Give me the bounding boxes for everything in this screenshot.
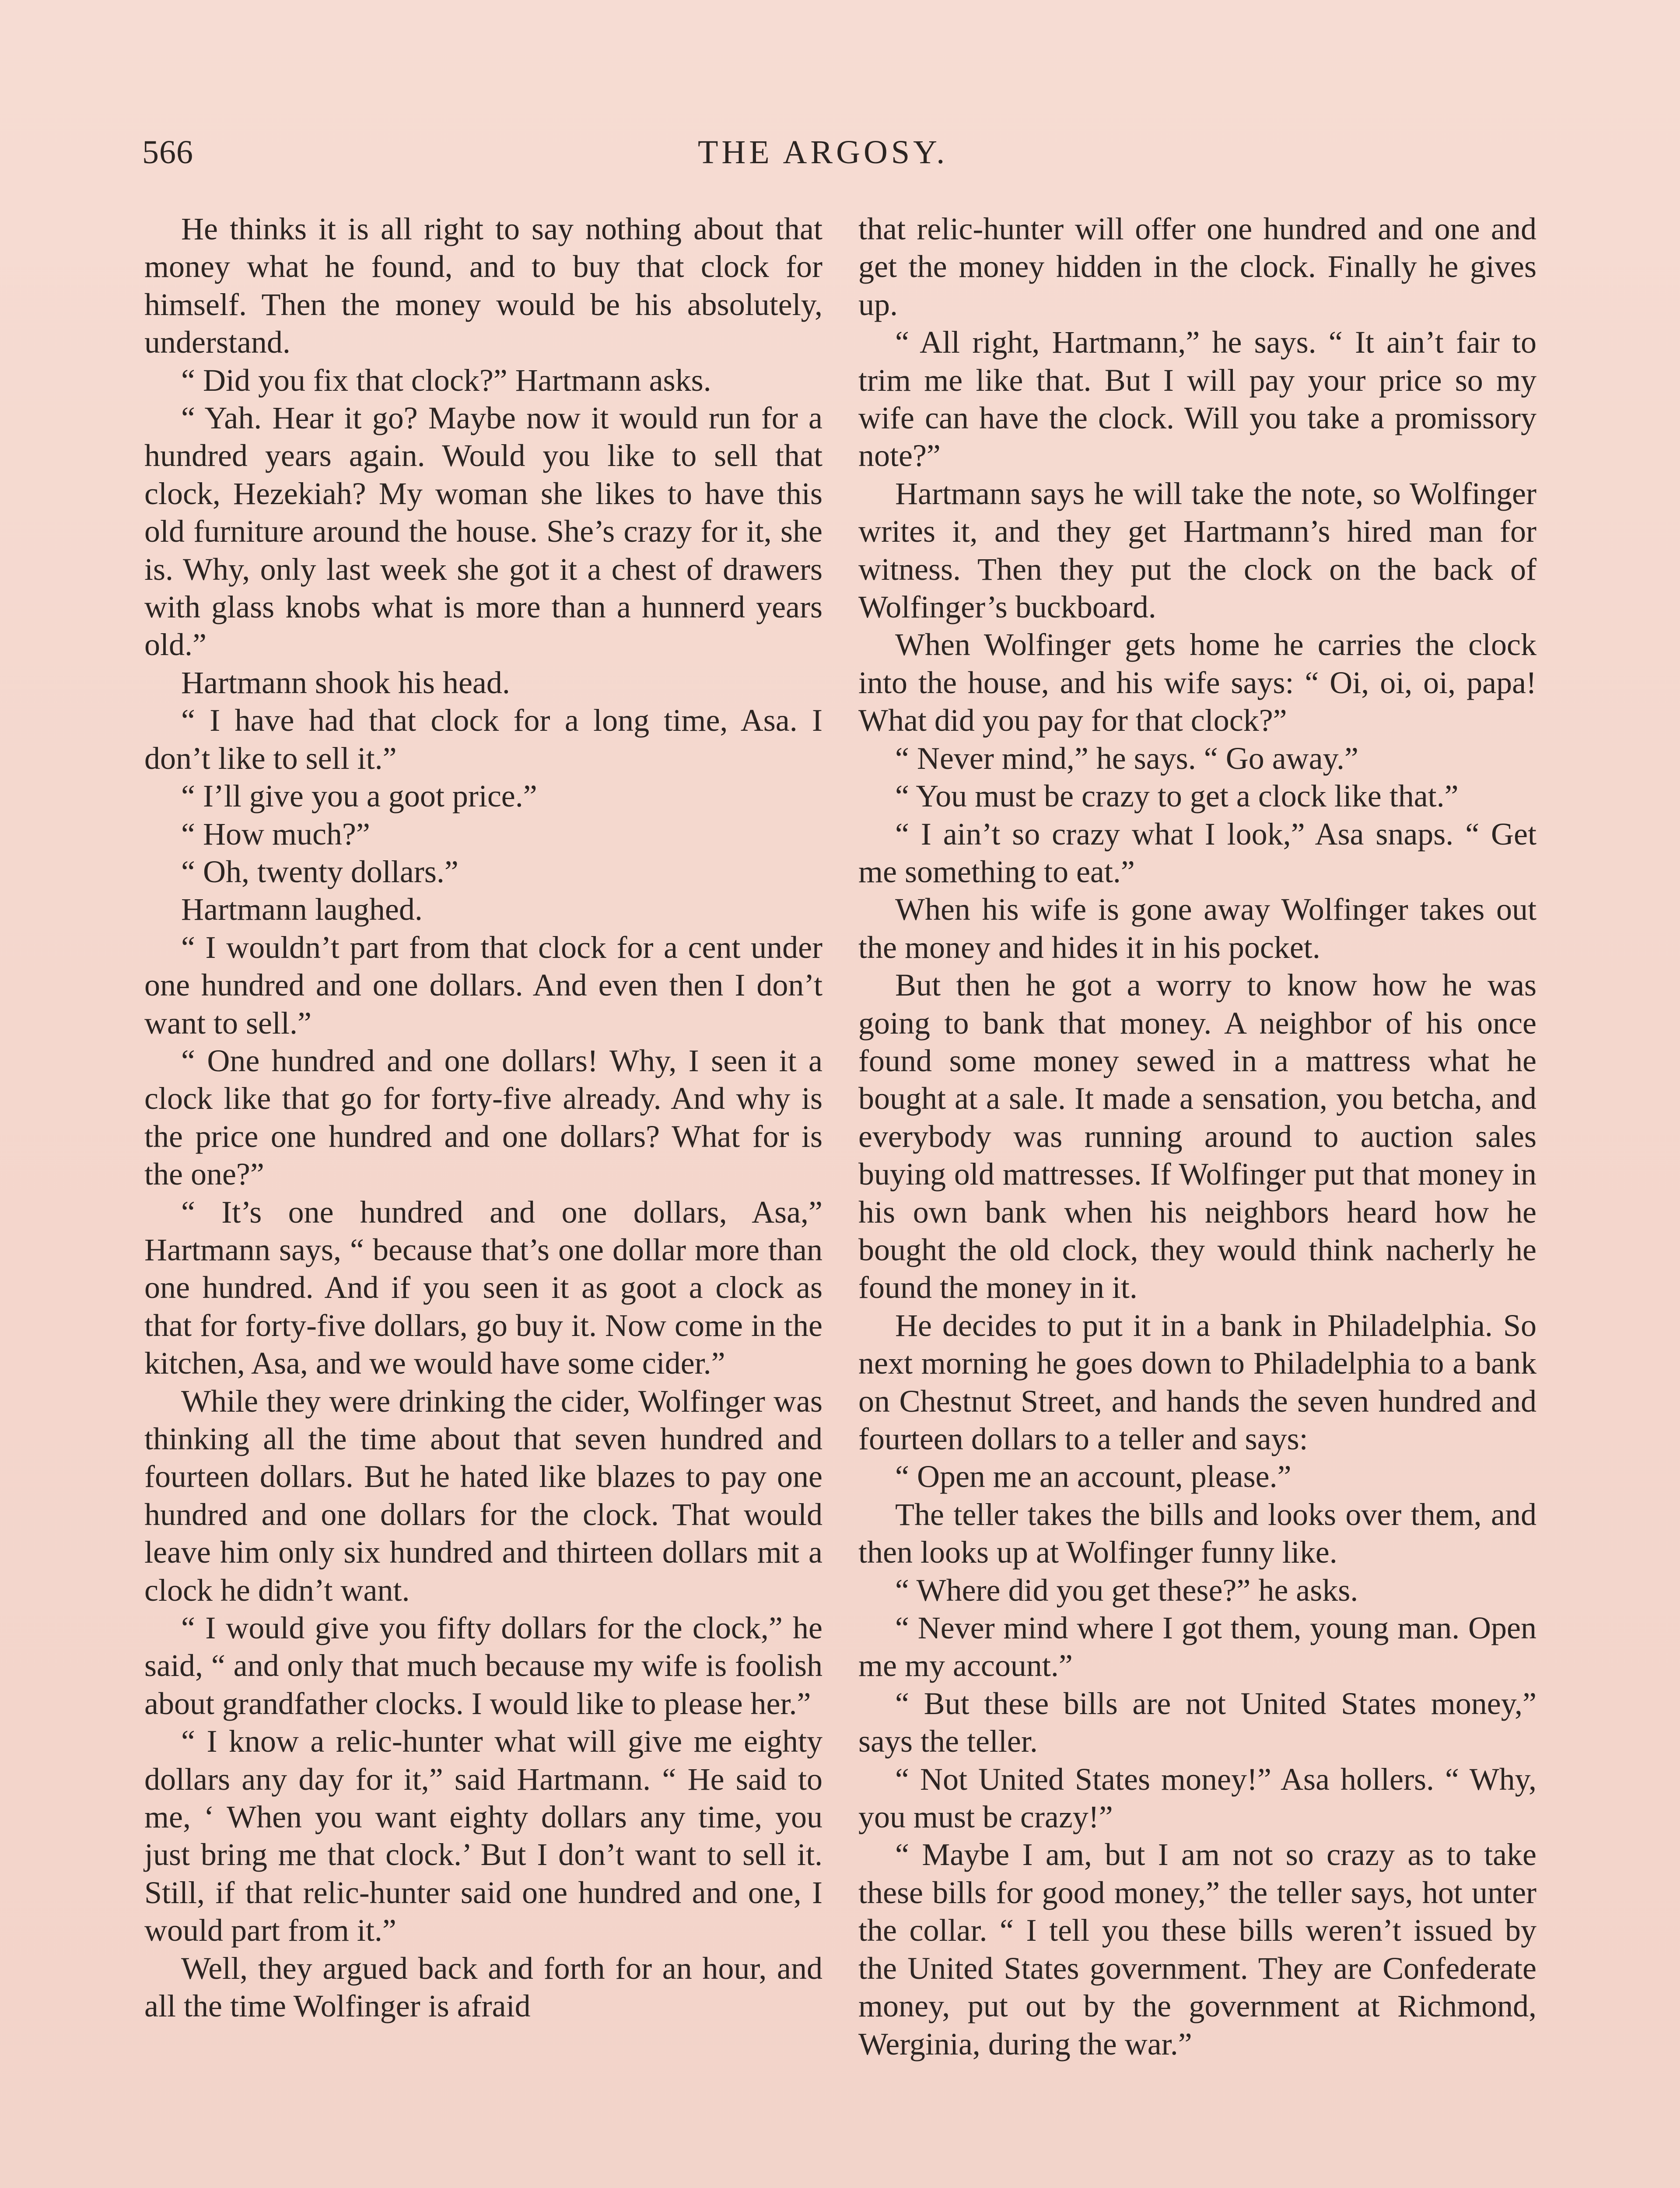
paragraph: He decides to put it in a bank in Philadelphia. So next morning he goes down to Philadelphia to a bank on Chestnut Street, and hands the seven hundred and fourteen dollars to a teller and says: bbox=[858, 1308, 1536, 1456]
paragraph: “ But these bills are not United States money,” says the teller. bbox=[858, 1686, 1536, 1759]
paragraph: “ It’s one hundred and one dollars, Asa,” Hartmann says, “ because that’s one dollar more than one hundred. And if you seen it as goot a clock as that for forty-five dollars, go buy it. Now come in the kitchen, Asa, and we would have some cider.” bbox=[144, 1194, 822, 1381]
left-text-column bbox=[144, 210, 822, 2025]
paragraph: “ Where did you get these?” he asks. bbox=[895, 1572, 1358, 1608]
paragraph: “ Never mind where I got them, young man. Open me my account.” bbox=[858, 1610, 1536, 1683]
paragraph: “ Oh, twenty dollars.” bbox=[181, 854, 458, 889]
paragraph: “ I know a relic-hunter what will give me eighty dollars any day for it,” said Hartmann. “ He said to me, ‘ When you want eighty dollars any time, you just bring me that clock.’ But I don’t want to sell it. Still, if that relic-hunter said one hundred and one, I would part from it.” bbox=[144, 1724, 822, 1948]
paragraph: “ Did you fix that clock?” Hartmann asks. bbox=[181, 362, 711, 398]
paragraph: “ One hundred and one dollars! Why, I seen it a clock like that go for forty-five already. And why is the price one hundred and one dollars? What for is the one?” bbox=[144, 1043, 822, 1192]
paragraph: Hartmann says he will take the note, so Wolfinger writes it, and they get Hartmann’s hired man for witness. Then they put the clock on the back of Wolfinger’s buckboard. bbox=[858, 476, 1536, 625]
running-head: THE ARGOSY. bbox=[698, 134, 948, 171]
paragraph: “ Not United States money!” Asa hollers. “ Why, you must be crazy!” bbox=[858, 1761, 1536, 1835]
paragraph: “ Open me an account, please.” bbox=[895, 1459, 1292, 1494]
paragraph: “ Maybe I am, but I am not so crazy as to take these bills for good money,” the teller says, hot unter the collar. “ I tell you these bills weren’t issued by the United States government. They are Confederate money, put out by the government at Richmond, Werginia, during the war.” bbox=[858, 1837, 1536, 2062]
paragraph: “ I would give you fifty dollars for the clock,” he said, “ and only that much because my wife is foolish about grandfather clocks. I would like to please her.” bbox=[144, 1610, 822, 1721]
right-text-column bbox=[858, 210, 1536, 2063]
paragraph: He thinks it is all right to say nothing about that money what he found, and to buy that clock for himself. Then the money would be his absolutely, understand. bbox=[144, 211, 822, 360]
page-header bbox=[142, 133, 1536, 182]
paragraph: “ How much?” bbox=[181, 816, 370, 852]
paragraph: “ I’ll give you a goot price.” bbox=[181, 778, 537, 814]
paragraph: “ Yah. Hear it go? Maybe now it would run for a hundred years again. Would you like to sell that clock, Hezekiah? My woman she likes to have this old furniture around the house. She’s crazy for it, she is. Why, only last week she got it a chest of drawers with glass knobs what is more than a hunnerd years old.” bbox=[144, 400, 822, 663]
paragraph: The teller takes the bills and looks over them, and then looks up at Wolfinger funny like. bbox=[858, 1497, 1536, 1570]
paragraph: When his wife is gone away Wolfinger takes out the money and hides it in his pocket. bbox=[858, 892, 1536, 965]
paragraph: “ You must be crazy to get a clock like that.” bbox=[895, 778, 1459, 814]
paragraph: When Wolfinger gets home he carries the clock into the house, and his wife says: “ Oi, oi, oi, papa! What did you pay for that clock?” bbox=[858, 627, 1536, 738]
paragraph: While they were drinking the cider, Wolfinger was thinking all the time about that seven hundred and fourteen dollars. But he hated like blazes to pay one hundred and one dollars for the clock. That would leave him only six hundred and thirteen dollars mit a clock he didn’t want. bbox=[144, 1383, 822, 1608]
paragraph: “ I wouldn’t part from that clock for a cent under one hundred and one dollars. And even then I don’t want to sell.” bbox=[144, 929, 822, 1041]
paragraph: Well, they argued back and forth for an hour, and all the time Wolfinger is afraid bbox=[144, 1950, 822, 2024]
paragraph: that relic-hunter will offer one hundred and one and get the money hidden in the clock. Finally he gives up. bbox=[858, 211, 1536, 322]
paragraph: “ All right, Hartmann,” he says. “ It ain’t fair to trim me like that. But I will pay your price so my wife can have the clock. Will you take a promissory note?” bbox=[858, 325, 1536, 473]
paragraph: But then he got a worry to know how he was going to bank that money. A neighbor of his once found some money sewed in a mattress what he bought at a sale. It made a sensation, you betcha, and everybody was running around to auction sales buying old mattresses. If Wolfinger put that money in his own bank when his neighbors heard how he bought the old clock, they would think nacherly he found the money in it. bbox=[858, 968, 1536, 1305]
paragraph: Hartmann shook his head. bbox=[181, 665, 510, 700]
paragraph: “ I ain’t so crazy what I look,” Asa snaps. “ Get me something to eat.” bbox=[858, 816, 1536, 889]
paragraph: “ I have had that clock for a long time, Asa. I don’t like to sell it.” bbox=[144, 703, 822, 776]
paragraph: “ Never mind,” he says. “ Go away.” bbox=[895, 740, 1358, 776]
page-number: 566 bbox=[142, 134, 193, 171]
paragraph: Hartmann laughed. bbox=[181, 892, 423, 927]
